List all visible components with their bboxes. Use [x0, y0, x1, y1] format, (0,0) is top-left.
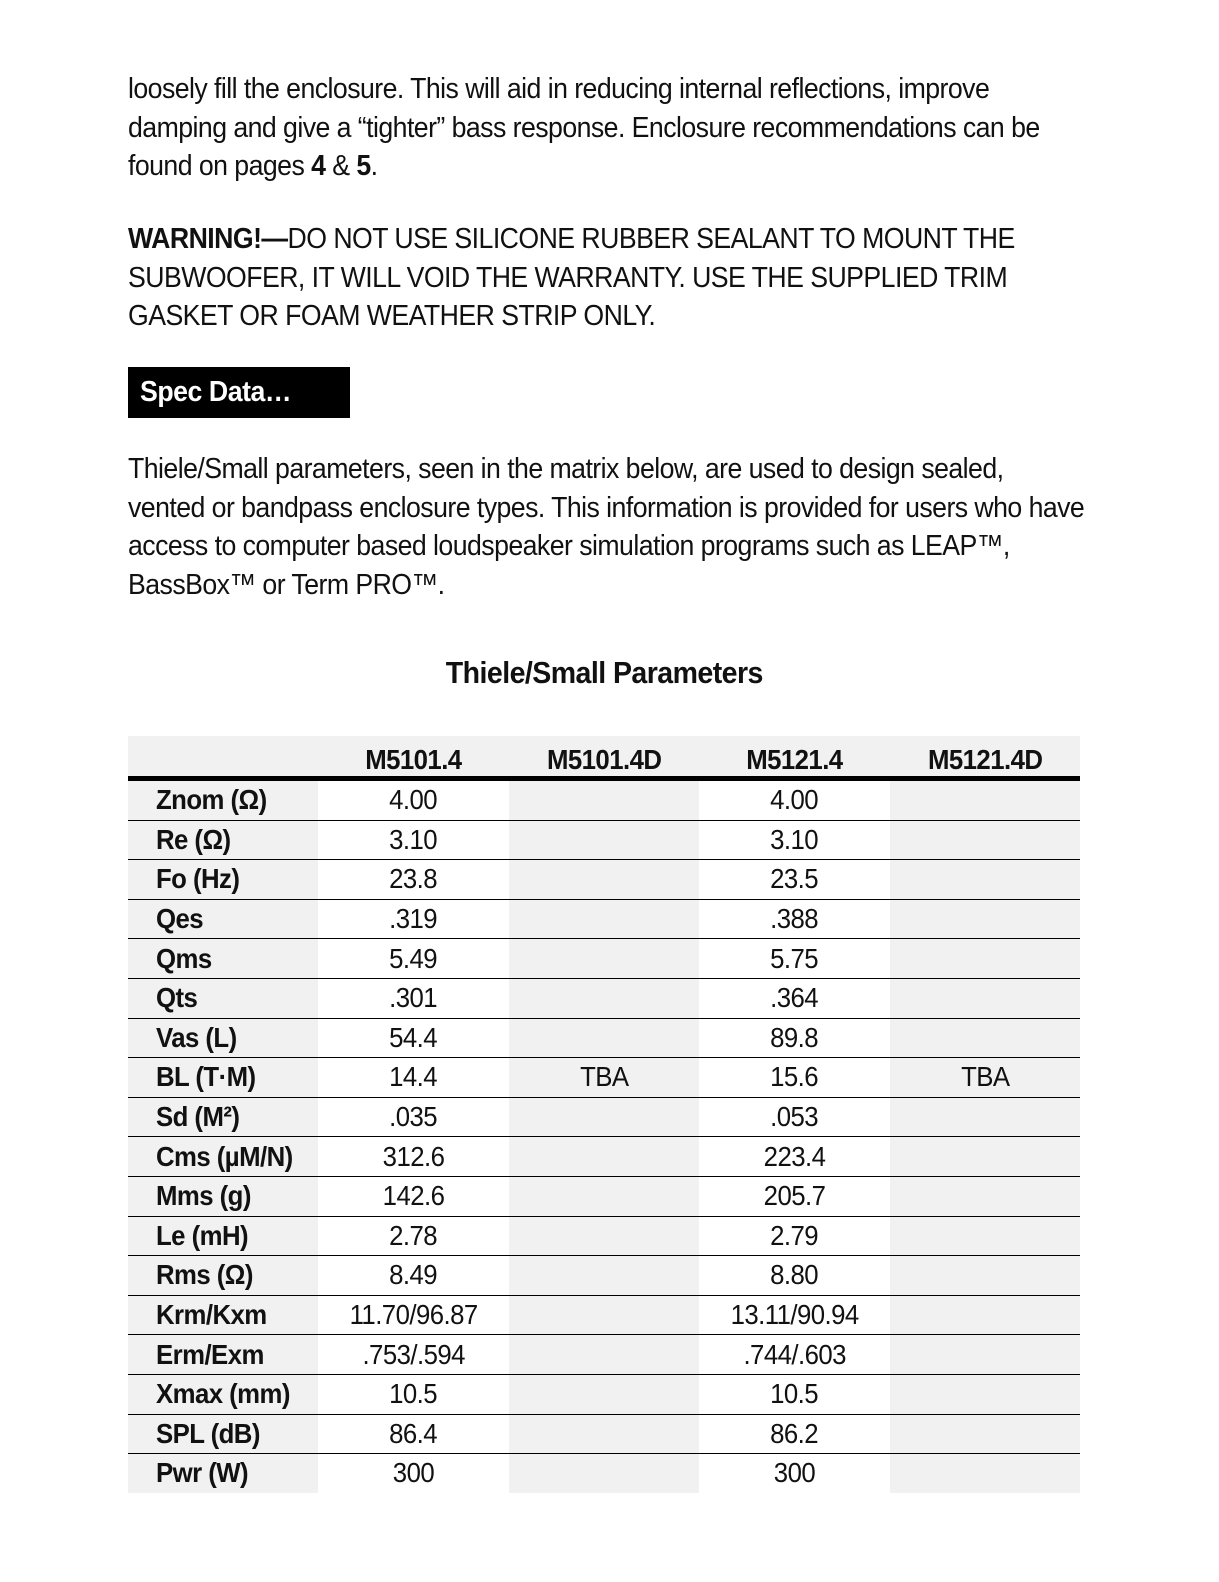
value-cell	[890, 939, 1080, 979]
param-label-cell: Znom (Ω)	[128, 779, 318, 821]
value-cell	[890, 779, 1080, 821]
value-cell	[509, 1256, 699, 1296]
value-cell	[509, 939, 699, 979]
table-row	[128, 1176, 1080, 1216]
value-cell: 4.00	[699, 779, 890, 821]
value-cell	[509, 978, 699, 1018]
value-cell	[509, 1018, 699, 1058]
header-cell-m5101-4d: M5101.4D	[509, 736, 699, 779]
description-paragraph: Thiele/Small parameters, seen in the matrix below, are used to design sealed, vented or bandpass enclosure types. This information is provided for users who have access to computer based loudspeaker simulation programs such as LEAP™, BassBox™ or Term PRO™.	[128, 453, 1085, 601]
value-cell: 2.78	[318, 1216, 509, 1256]
table-row	[128, 860, 1080, 900]
table-row	[128, 779, 1080, 821]
param-label-cell: Erm/Exm	[128, 1335, 318, 1375]
param-label-cell: SPL (dB)	[128, 1414, 318, 1454]
value-cell: 3.10	[318, 820, 509, 860]
param-label-cell: Fo (Hz)	[128, 860, 318, 900]
header-cell-m5101-4: M5101.4	[318, 736, 509, 779]
value-cell	[890, 978, 1080, 1018]
value-cell: 15.6	[699, 1058, 890, 1098]
value-cell	[509, 1335, 699, 1375]
value-cell: 11.70/96.87	[318, 1295, 509, 1335]
param-label-cell: Qms	[128, 939, 318, 979]
value-cell: 54.4	[318, 1018, 509, 1058]
value-cell: 10.5	[318, 1374, 509, 1414]
value-cell	[509, 1137, 699, 1177]
value-cell	[509, 1097, 699, 1137]
param-label-cell: Rms (Ω)	[128, 1256, 318, 1296]
value-cell	[890, 820, 1080, 860]
header-cell-m5121-4d: M5121.4D	[890, 736, 1080, 779]
value-cell: 8.49	[318, 1256, 509, 1296]
value-cell	[509, 1374, 699, 1414]
value-cell: 223.4	[699, 1137, 890, 1177]
table-row	[128, 1335, 1080, 1375]
thiele-small-table	[128, 736, 1080, 1493]
value-cell	[890, 860, 1080, 900]
param-label-cell: BL (T·M)	[128, 1058, 318, 1098]
value-cell	[509, 899, 699, 939]
warning-paragraph	[128, 220, 1085, 336]
table-row	[128, 1058, 1080, 1098]
value-cell	[890, 1018, 1080, 1058]
table-row	[128, 1414, 1080, 1454]
param-label-cell: Pwr (W)	[128, 1454, 318, 1493]
value-cell: .053	[699, 1097, 890, 1137]
table-body	[128, 779, 1080, 1493]
value-cell	[509, 1176, 699, 1216]
header-cell-empty	[128, 736, 318, 779]
value-cell	[509, 1454, 699, 1493]
param-label-cell: Qts	[128, 978, 318, 1018]
value-cell: .301	[318, 978, 509, 1018]
value-cell	[509, 860, 699, 900]
value-cell	[890, 1256, 1080, 1296]
value-cell: .388	[699, 899, 890, 939]
param-label-cell: Mms (g)	[128, 1176, 318, 1216]
value-cell: 4.00	[318, 779, 509, 821]
value-cell	[890, 1454, 1080, 1493]
table-row	[128, 820, 1080, 860]
table-row	[128, 1295, 1080, 1335]
table-title: Thiele/Small Parameters	[445, 655, 763, 690]
value-cell: 300	[773, 1457, 816, 1489]
param-label-cell: Qes	[128, 899, 318, 939]
header-cell-m5121-4: M5121.4	[699, 736, 890, 779]
value-cell	[890, 1216, 1080, 1256]
value-cell: TBA	[890, 1058, 1080, 1098]
param-label-cell: Le (mH)	[128, 1216, 318, 1256]
table-row	[128, 1374, 1080, 1414]
value-cell: 312.6	[318, 1137, 509, 1177]
value-cell: 86.4	[318, 1414, 509, 1454]
value-cell	[509, 1295, 699, 1335]
intro-paragraph	[128, 70, 1085, 186]
value-cell: 5.49	[318, 939, 509, 979]
value-cell: 300	[392, 1457, 435, 1489]
value-cell: .319	[318, 899, 509, 939]
value-cell	[509, 779, 699, 821]
intro-text: loosely fill the enclosure. This will aid in reducing internal reflections, improve damping and give a “tighter” bass response. Enclosure recommendations can be found on pages	[128, 73, 1040, 182]
value-cell	[890, 899, 1080, 939]
value-cell: 89.8	[699, 1018, 890, 1058]
value-cell: 13.11/90.94	[699, 1295, 890, 1335]
param-label-cell: Krm/Kxm	[128, 1295, 318, 1335]
value-cell: 5.75	[699, 939, 890, 979]
param-label-cell: Vas (L)	[128, 1018, 318, 1058]
warning-label: WARNING!—	[128, 223, 288, 255]
param-label-cell: Re (Ω)	[128, 820, 318, 860]
section-heading-spec-data	[128, 367, 350, 418]
table-row	[128, 939, 1080, 979]
value-cell	[509, 820, 699, 860]
value-cell	[890, 1176, 1080, 1216]
table-row	[128, 899, 1080, 939]
value-cell: 3.10	[699, 820, 890, 860]
value-cell: 10.5	[699, 1374, 890, 1414]
intro-amp: &	[325, 150, 357, 182]
value-cell	[890, 1097, 1080, 1137]
table-row	[128, 1137, 1080, 1177]
value-cell: .035	[318, 1097, 509, 1137]
section-title: Spec Data…	[140, 376, 292, 408]
value-cell: 86.2	[699, 1414, 890, 1454]
value-cell: 14.4	[318, 1058, 509, 1098]
table-row	[128, 978, 1080, 1018]
page-ref-5: 5	[356, 150, 371, 182]
value-cell: 23.5	[699, 860, 890, 900]
value-cell: 23.8	[318, 860, 509, 900]
table-row	[128, 1097, 1080, 1137]
value-cell	[890, 1374, 1080, 1414]
value-cell: 142.6	[318, 1176, 509, 1216]
intro-end: .	[370, 150, 378, 182]
value-cell	[890, 1137, 1080, 1177]
table-row	[128, 1256, 1080, 1296]
value-cell	[509, 1414, 699, 1454]
value-cell: 8.80	[699, 1256, 890, 1296]
value-cell	[890, 1414, 1080, 1454]
value-cell	[509, 1216, 699, 1256]
value-cell: 2.79	[699, 1216, 890, 1256]
value-cell	[890, 1295, 1080, 1335]
table-header-row	[128, 736, 1080, 779]
table-row	[128, 1018, 1080, 1058]
table-row	[128, 1216, 1080, 1256]
warning-text: DO NOT USE SILICONE RUBBER SEALANT TO MOUNT THE SUBWOOFER, IT WILL VOID THE WARRANTY. USE THE SUPPLIED TRIM GASKET OR FOAM WEATHER STRIP ONLY.	[128, 223, 1015, 332]
param-label-cell: Cms (µM/N)	[128, 1137, 318, 1177]
param-label-cell: Sd (M²)	[128, 1097, 318, 1137]
value-cell: .753/.594	[318, 1335, 509, 1375]
param-label-cell: Xmax (mm)	[128, 1374, 318, 1414]
value-cell: .364	[699, 978, 890, 1018]
table-row	[128, 1454, 1080, 1493]
value-cell: .744/.603	[699, 1335, 890, 1375]
value-cell: TBA	[509, 1058, 699, 1098]
value-cell	[890, 1335, 1080, 1375]
page-ref-4: 4	[311, 150, 326, 182]
value-cell: 205.7	[699, 1176, 890, 1216]
